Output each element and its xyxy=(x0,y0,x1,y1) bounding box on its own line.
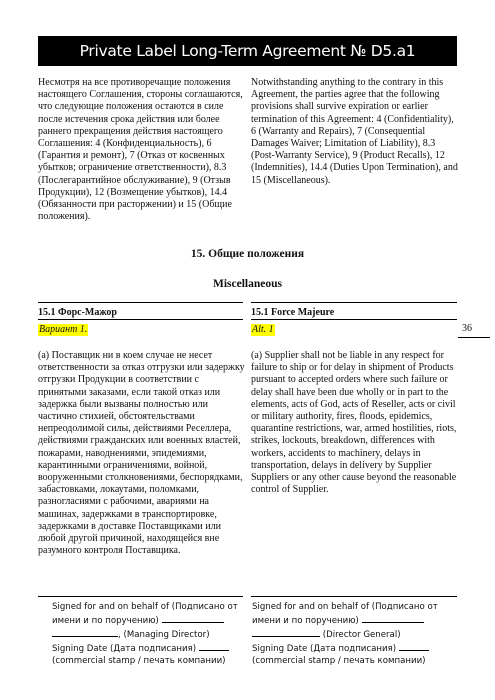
signature-divider-left xyxy=(38,596,243,597)
subsection-divider-right xyxy=(251,319,457,320)
name-blank xyxy=(362,613,424,623)
signature-blank xyxy=(52,627,118,637)
intro-paragraph-ru: Несмотря на все противоречащие положения настоящего Соглашения, стороны соглашаются, что следующие положения остаются в силе после истечения срока действия или более раннего прекращения действия настоящего Соглашения: 4 (Конфиденциальность), 6 (Гарантия и ремонт), 7 (Отказ от косвенных убытков; ограничение ответственности), 8.3 (Послегарантийное обслуживание), 9 (Отзыв Продукции), 12 (Возмещение убытков), 14.4 (Обязанности при расторжении) и 15 (Общие положения). xyxy=(38,77,243,223)
alternative-label-en: Alt. 1 xyxy=(252,324,274,335)
page-number: 36 xyxy=(462,323,472,334)
position-label: , (Managing Director) xyxy=(118,630,210,640)
signature-line-5: (commercial stamp / печать компании) xyxy=(252,656,426,666)
signature-block-left xyxy=(52,601,247,667)
date-blank xyxy=(399,641,429,651)
intro-paragraph-en: Notwithstanding anything to the contrary in this Agreement, the parties agree that the following provisions shall survive expiration or earlier termination of this Agreement: 4 (Confidentiality), 6 (Warranty and Repairs), 7 (Consequential Damages Waiver; Limitation of Liability), 8.3 (Post-Warranty Service), 9 (Product Recalls), 12 (Indemnities), 14.4 (Duties Upon Termination), and 15 (Miscellaneous). xyxy=(251,77,458,186)
signature-line-4 xyxy=(52,641,247,655)
subsection-divider-left xyxy=(38,319,243,320)
section-title-en: Miscellaneous xyxy=(213,278,282,290)
document-title: Private Label Long-Term Agreement № D5.a1 xyxy=(38,36,457,66)
signature-line-3 xyxy=(52,627,247,641)
force-majeure-paragraph-ru: (a) Поставщик ни в коем случае не несет ответственности за отказ отгрузки или задержку отгрузки Продукции в соответствии с принятыми заказами, если такой отказ или задержка были вызваны полностью или частично стихией, обстоятельствами непреодолимой силы, действиями Реселлера, действиями гражданских или военных властей, пожарами, наводнениями, эпидемиями, карантинными ограничениями, войной, вооруженными столкновениями, беспорядками, забастовками, локаутами, поломками, разногласиями с рабочими, авариями на машинах, задержками в транспортировке, задержками в доставке Поставщиками или любой другой причиной, находящейся вне разумного контроля Поставщика. xyxy=(38,350,245,557)
signature-divider-right xyxy=(251,596,457,597)
divider-right xyxy=(251,302,457,303)
signature-blank xyxy=(252,627,320,637)
subsection-title-ru: 15.1 Форс-Мажор xyxy=(38,307,117,318)
section-title-ru: 15. Общие положения xyxy=(190,248,305,260)
page-number-rule xyxy=(458,337,490,338)
signature-line-2 xyxy=(52,613,247,627)
signature-line-2 xyxy=(252,613,457,627)
signature-block-right xyxy=(252,601,457,667)
position-label: (Director General) xyxy=(320,630,401,640)
name-blank xyxy=(162,613,224,623)
divider-left xyxy=(38,302,243,303)
signing-date-label: Signing Date (Дата подписания) xyxy=(252,644,397,654)
date-blank xyxy=(199,641,229,651)
signature-line-3 xyxy=(252,627,457,641)
signature-line-2-text: имени и по поручению) xyxy=(52,616,159,626)
alternative-label-ru: Вариант 1. xyxy=(39,324,88,335)
signature-line-4 xyxy=(252,641,457,655)
signing-date-label: Signing Date (Дата подписания) xyxy=(52,644,197,654)
subsection-title-en: 15.1 Force Majeure xyxy=(251,307,335,318)
signature-line-1: Signed for and on behalf of (Подписано от xyxy=(52,602,238,612)
signature-line-2-text: имени и по поручению) xyxy=(252,616,359,626)
force-majeure-paragraph-en: (a) Supplier shall not be liable in any respect for failure to ship or for delay in shipment of Products pursuant to accepted orders where such failure or delay shall have been due wholly or in part to the elements, acts of God, acts of Reseller, acts or civil or military authority, fires, floods, epidemics, quarantine restrictions, war, armed hostilities, riots, strikes, lockouts, breakdown, differences with workers, accidents to machinery, delays in transportation, delays in delivery by Supplier Suppliers or any other cause beyond the reasonable control of Supplier. xyxy=(251,350,457,496)
signature-line-5: (commercial stamp / печать компании) xyxy=(52,656,226,666)
signature-line-1: Signed for and on behalf of (Подписано от xyxy=(252,602,438,612)
